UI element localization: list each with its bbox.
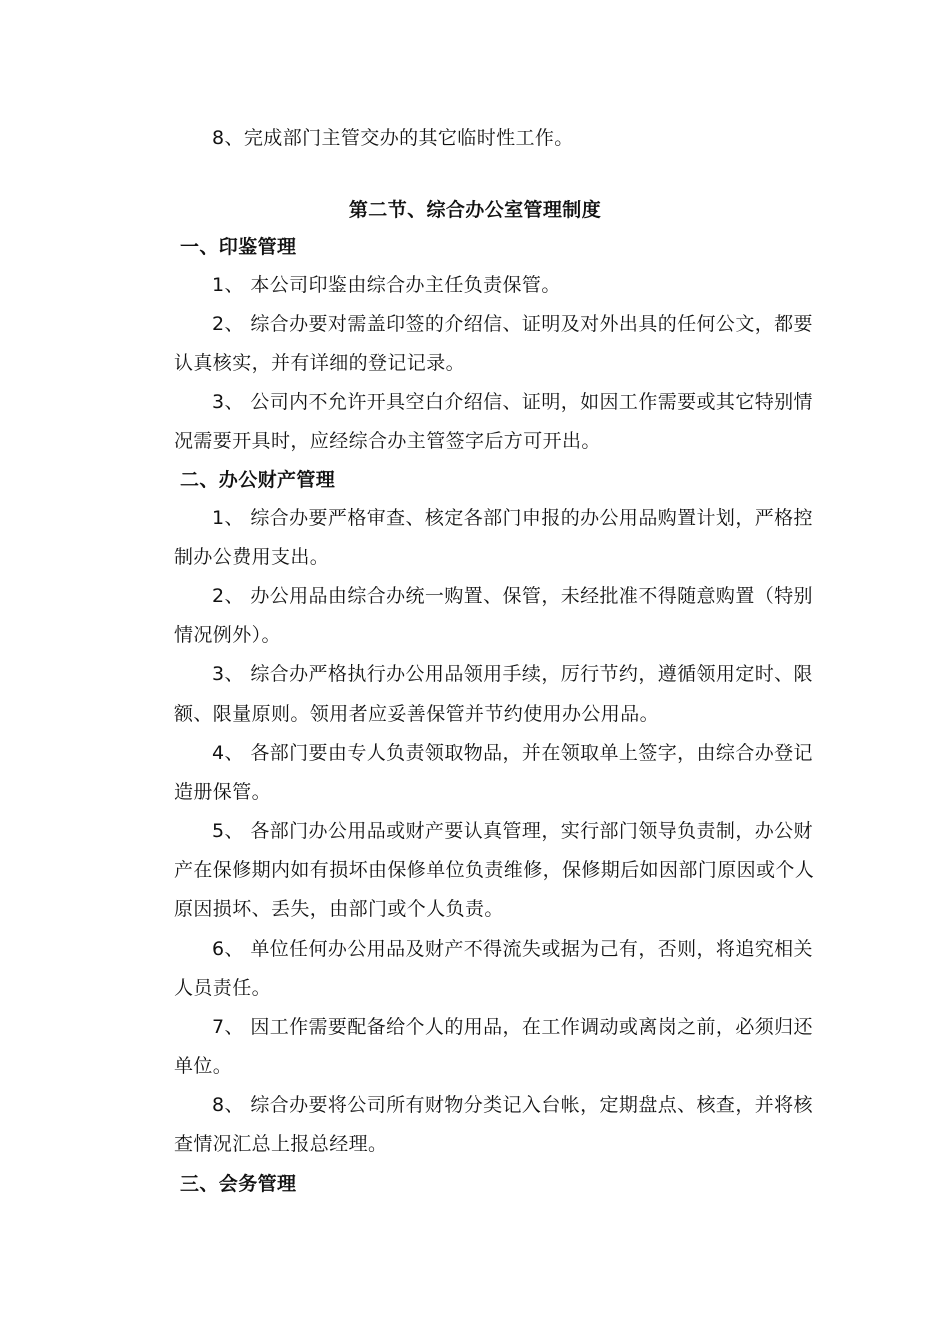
property-item-2-line-2: 情况例外）。 bbox=[174, 624, 281, 646]
property-item-5-line-2: 产在保修期内如有损坏由保修单位负责维修，保修期后如因部门原因或个人 bbox=[174, 859, 815, 881]
property-item-6-line-1: 6、 单位任何办公用品及财产不得流失或据为己有，否则，将追究相关 bbox=[212, 938, 813, 960]
heading-office-property: 二、办公财产管理 bbox=[180, 469, 336, 491]
property-item-8-line-2: 查情况汇总上报总经理。 bbox=[174, 1133, 388, 1155]
property-item-5-line-3: 原因损坏、丢失，由部门或个人负责。 bbox=[174, 898, 504, 920]
property-item-8-line-1: 8、 综合办要将公司所有财物分类记入台帐，定期盘点、核查，并将核 bbox=[212, 1094, 813, 1116]
seal-item-2-line-2: 认真核实，并有详细的登记记录。 bbox=[174, 352, 466, 374]
property-item-7-line-1: 7、 因工作需要配备给个人的用品，在工作调动或离岗之前，必须归还 bbox=[212, 1016, 813, 1038]
property-item-7-line-2: 单位。 bbox=[174, 1055, 233, 1077]
seal-item-1: 1、 本公司印鉴由综合办主任负责保管。 bbox=[212, 274, 561, 296]
property-item-5-line-1: 5、 各部门办公用品或财产要认真管理，实行部门领导负责制，办公财 bbox=[212, 820, 813, 842]
property-item-6-line-2: 人员责任。 bbox=[174, 977, 272, 999]
seal-item-3-line-2: 况需要开具时，应经综合办主管签字后方可开出。 bbox=[174, 430, 601, 452]
seal-item-2-line-1: 2、 综合办要对需盖印签的介绍信、证明及对外出具的任何公文，都要 bbox=[212, 313, 813, 335]
seal-item-3-line-1: 3、 公司内不允许开具空白介绍信、证明，如因工作需要或其它特别情 bbox=[212, 391, 813, 413]
section-title: 第二节、综合办公室管理制度 bbox=[348, 199, 602, 221]
heading-seal-management: 一、印鉴管理 bbox=[180, 236, 297, 258]
property-item-1-line-1: 1、 综合办要严格审查、核定各部门申报的办公用品购置计划，严格控 bbox=[212, 507, 813, 529]
property-item-4-line-1: 4、 各部门要由专人负责领取物品，并在领取单上签字，由综合办登记 bbox=[212, 742, 813, 764]
property-item-3-line-1: 3、 综合办严格执行办公用品领用手续，厉行节约，遵循领用定时、限 bbox=[212, 663, 813, 685]
property-item-3-line-2: 额、限量原则。领用者应妥善保管并节约使用办公用品。 bbox=[174, 703, 660, 725]
property-item-4-line-2: 造册保管。 bbox=[174, 781, 272, 803]
top-item-8: 8、完成部门主管交办的其它临时性工作。 bbox=[212, 127, 574, 149]
heading-meeting-management: 三、会务管理 bbox=[180, 1173, 297, 1195]
property-item-1-line-2: 制办公费用支出。 bbox=[174, 546, 330, 568]
property-item-2-line-1: 2、 办公用品由综合办统一购置、保管，未经批准不得随意购置（特别 bbox=[212, 585, 813, 607]
